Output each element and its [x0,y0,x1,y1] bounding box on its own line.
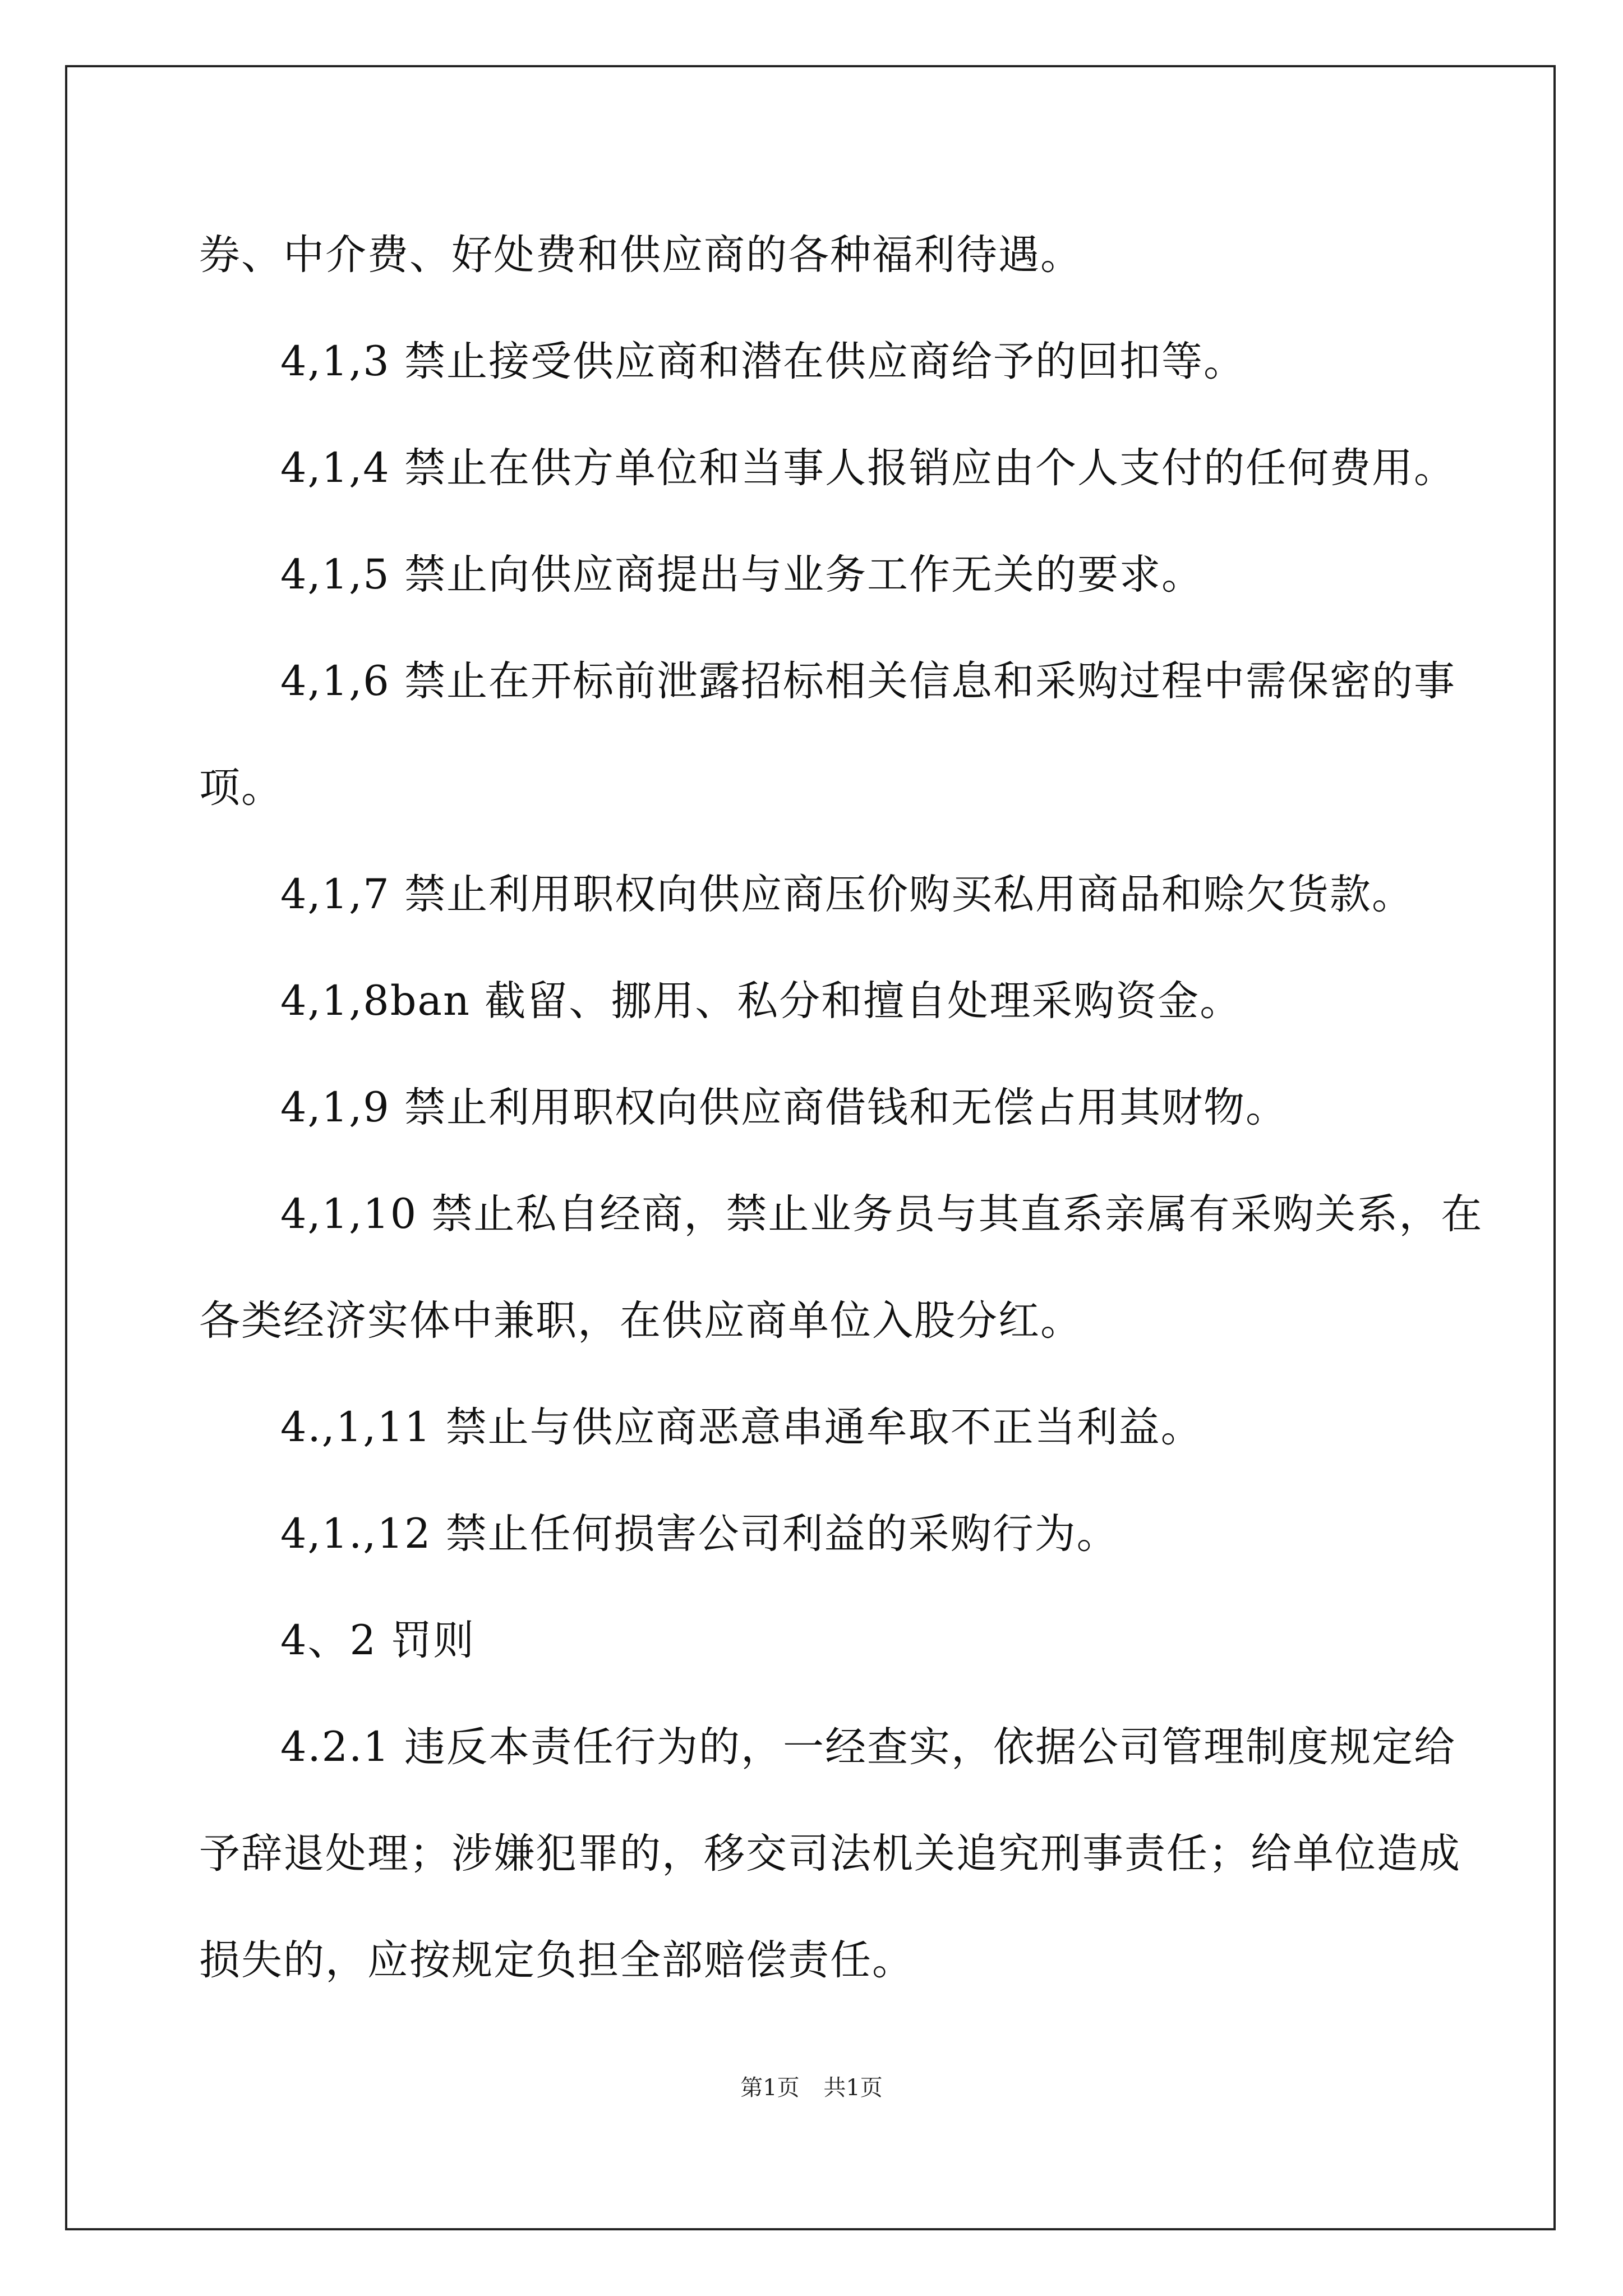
page-footer [0,2070,1623,2102]
page-total: 共1页 [823,2075,883,2101]
page-number: 第1页 [740,2075,800,2101]
paragraph-line: 券、中介费、好处费和供应商的各种福利待遇。 [199,231,1082,279]
document-body [199,202,1483,2014]
paragraph-line: 4.2.1 违反本责任行为的，一经查实，依据公司管理制度规定给 [280,1723,1456,1771]
paragraph-line: 4,1,10 禁止私自经商，禁止业务员与其直系亲属有采购关系，在 [280,1190,1483,1238]
paragraph-line: 4,1,9 禁止利用职权向供应商借钱和无偿占用其财物。 [280,1084,1288,1131]
paragraph-line: 项。 [199,764,283,812]
paragraph-line: 4,1,5 禁止向供应商提出与业务工作无关的要求。 [280,551,1204,599]
section-heading: 4、2 罚则 [280,1617,476,1664]
paragraph-line: 4,1,8ban 截留、挪用、私分和擅自处理采购资金。 [280,977,1242,1025]
paragraph-line: 4,1,6 禁止在开标前泄露招标相关信息和采购过程中需保密的事 [280,657,1456,705]
paragraph-line: 4,1,3 禁止接受供应商和潜在供应商给予的回扣等。 [280,338,1246,385]
paragraph-line: 4,1,7 禁止利用职权向供应商压价购买私用商品和赊欠货款。 [280,871,1414,918]
paragraph-line: 4.,1,11 禁止与供应商恶意串通牟取不正当利益。 [280,1404,1203,1451]
paragraph-line: 4,1,4 禁止在供方单位和当事人报销应由个人支付的任何费用。 [280,444,1456,492]
paragraph-line: 各类经济实体中兼职，在供应商单位入股分红。 [199,1297,1082,1345]
paragraph-line: 予辞退处理；涉嫌犯罪的，移交司法机关追究刑事责任；给单位造成 [199,1830,1461,1878]
paragraph-line: 损失的，应按规定负担全部赔偿责任。 [199,1936,914,1984]
paragraph-line: 4,1.,12 禁止任何损害公司利益的采购行为。 [280,1510,1119,1558]
